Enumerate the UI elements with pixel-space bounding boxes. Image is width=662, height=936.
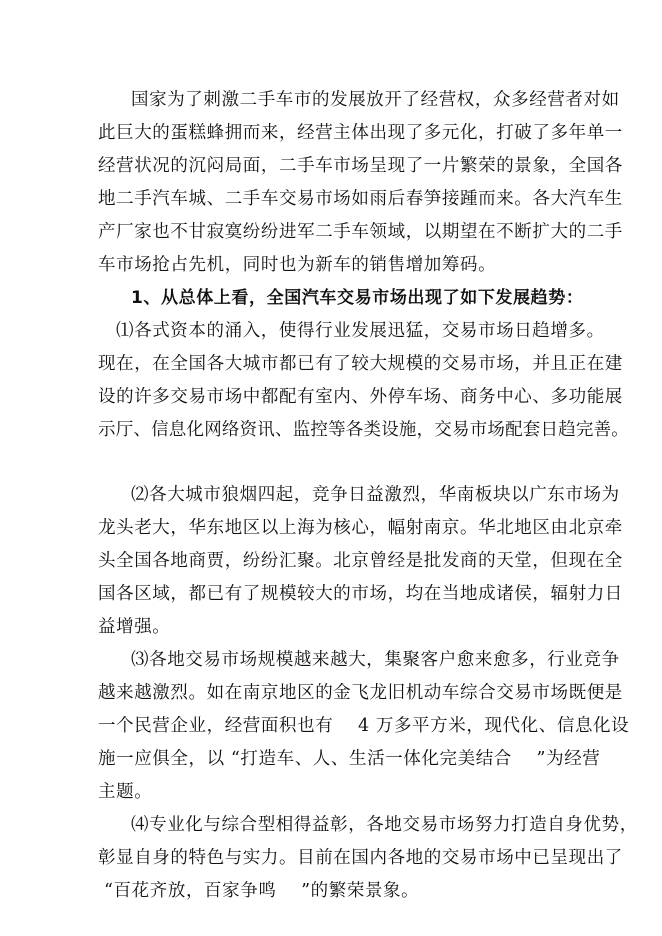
item2-line-3: 头全国各地商贾，纷纷汇聚。北京曾经是批发商的天堂，但现在全 (98, 551, 623, 571)
item2-line-1: ⑵各大城市狼烟四起，竞争日益激烈，华南板块以广东市场为 (131, 485, 620, 505)
item3-line-1: ⑶各地交易市场规模越来越大，集聚客户愈来愈多，行业竞争 (131, 650, 620, 670)
item4-line-1: ⑷专业化与综合型相得益彰，各地交易市场努力打造自身优势， (131, 815, 638, 835)
intro-line-3: 经营状况的沉闷局面，二手车市场呈现了一片繁荣的景象，全国各 (98, 156, 623, 176)
item1-line-4: 示厅、信息化网络资讯、监控等各类设施，交易市场配套日趋完善。 (98, 420, 629, 440)
item3-line-2: 越来越激烈。如在南京地区的金飞龙旧机动车综合交易市场既便是 (98, 683, 623, 703)
item4-line-3: “百花齐放，百家争鸣 ”的繁荣景象。 (104, 881, 420, 901)
intro-line-5: 产厂家也不甘寂寞纷纷进军二手车领域，以期望在不断扩大的二手 (98, 222, 623, 242)
item2-line-4: 国各区域，都已有了规模较大的市场，均在当地成诸侯，辐射力日 (98, 584, 623, 604)
item1-line-3: 设的许多交易市场中都配有室内、外停车场、商务中心、多功能展 (98, 387, 623, 407)
item1-line-2: 现在，在全国各大城市都已有了较大规模的交易市场，并且正在建 (98, 354, 623, 374)
section-heading: 1、从总体上看，全国汽车交易市场出现了如下发展趋势： (131, 288, 584, 308)
item2-line-2: 龙头老大，华东地区以上海为核心，幅射南京。华北地区由北京牵 (98, 518, 623, 538)
intro-line-6: 车市场抢占先机，同时也为新车的销售增加筹码。 (98, 255, 497, 275)
item4-line-2: 彰显自身的特色与实力。目前在国内各地的交易市场中已呈现出了 (98, 848, 623, 868)
item3-line-4: 施一应俱全，以 “打造车、人、生活一体化完美结合 ”为经营 (98, 749, 601, 769)
intro-line-2: 此巨大的蛋糕蜂拥而来，经营主体出现了多元化，打破了多年单一 (98, 123, 623, 143)
item2-line-5: 益增强。 (98, 617, 171, 637)
item3-line-3: 一个民营企业，经营面积也有 4 万多平方米，现代化、信息化设 (98, 716, 630, 736)
item1-line-1: ⑴各式资本的涌入，使得行业发展迅猛，交易市场日趋增多。 (116, 321, 605, 341)
intro-line-4: 地二手汽车城、二手车交易市场如雨后春笋接踵而来。各大汽车生 (98, 189, 623, 209)
item3-line-5: 主题。 (98, 782, 153, 802)
intro-line-1: 国家为了刺激二手车市的发展放开了经营权，众多经营者对如 (131, 90, 620, 110)
